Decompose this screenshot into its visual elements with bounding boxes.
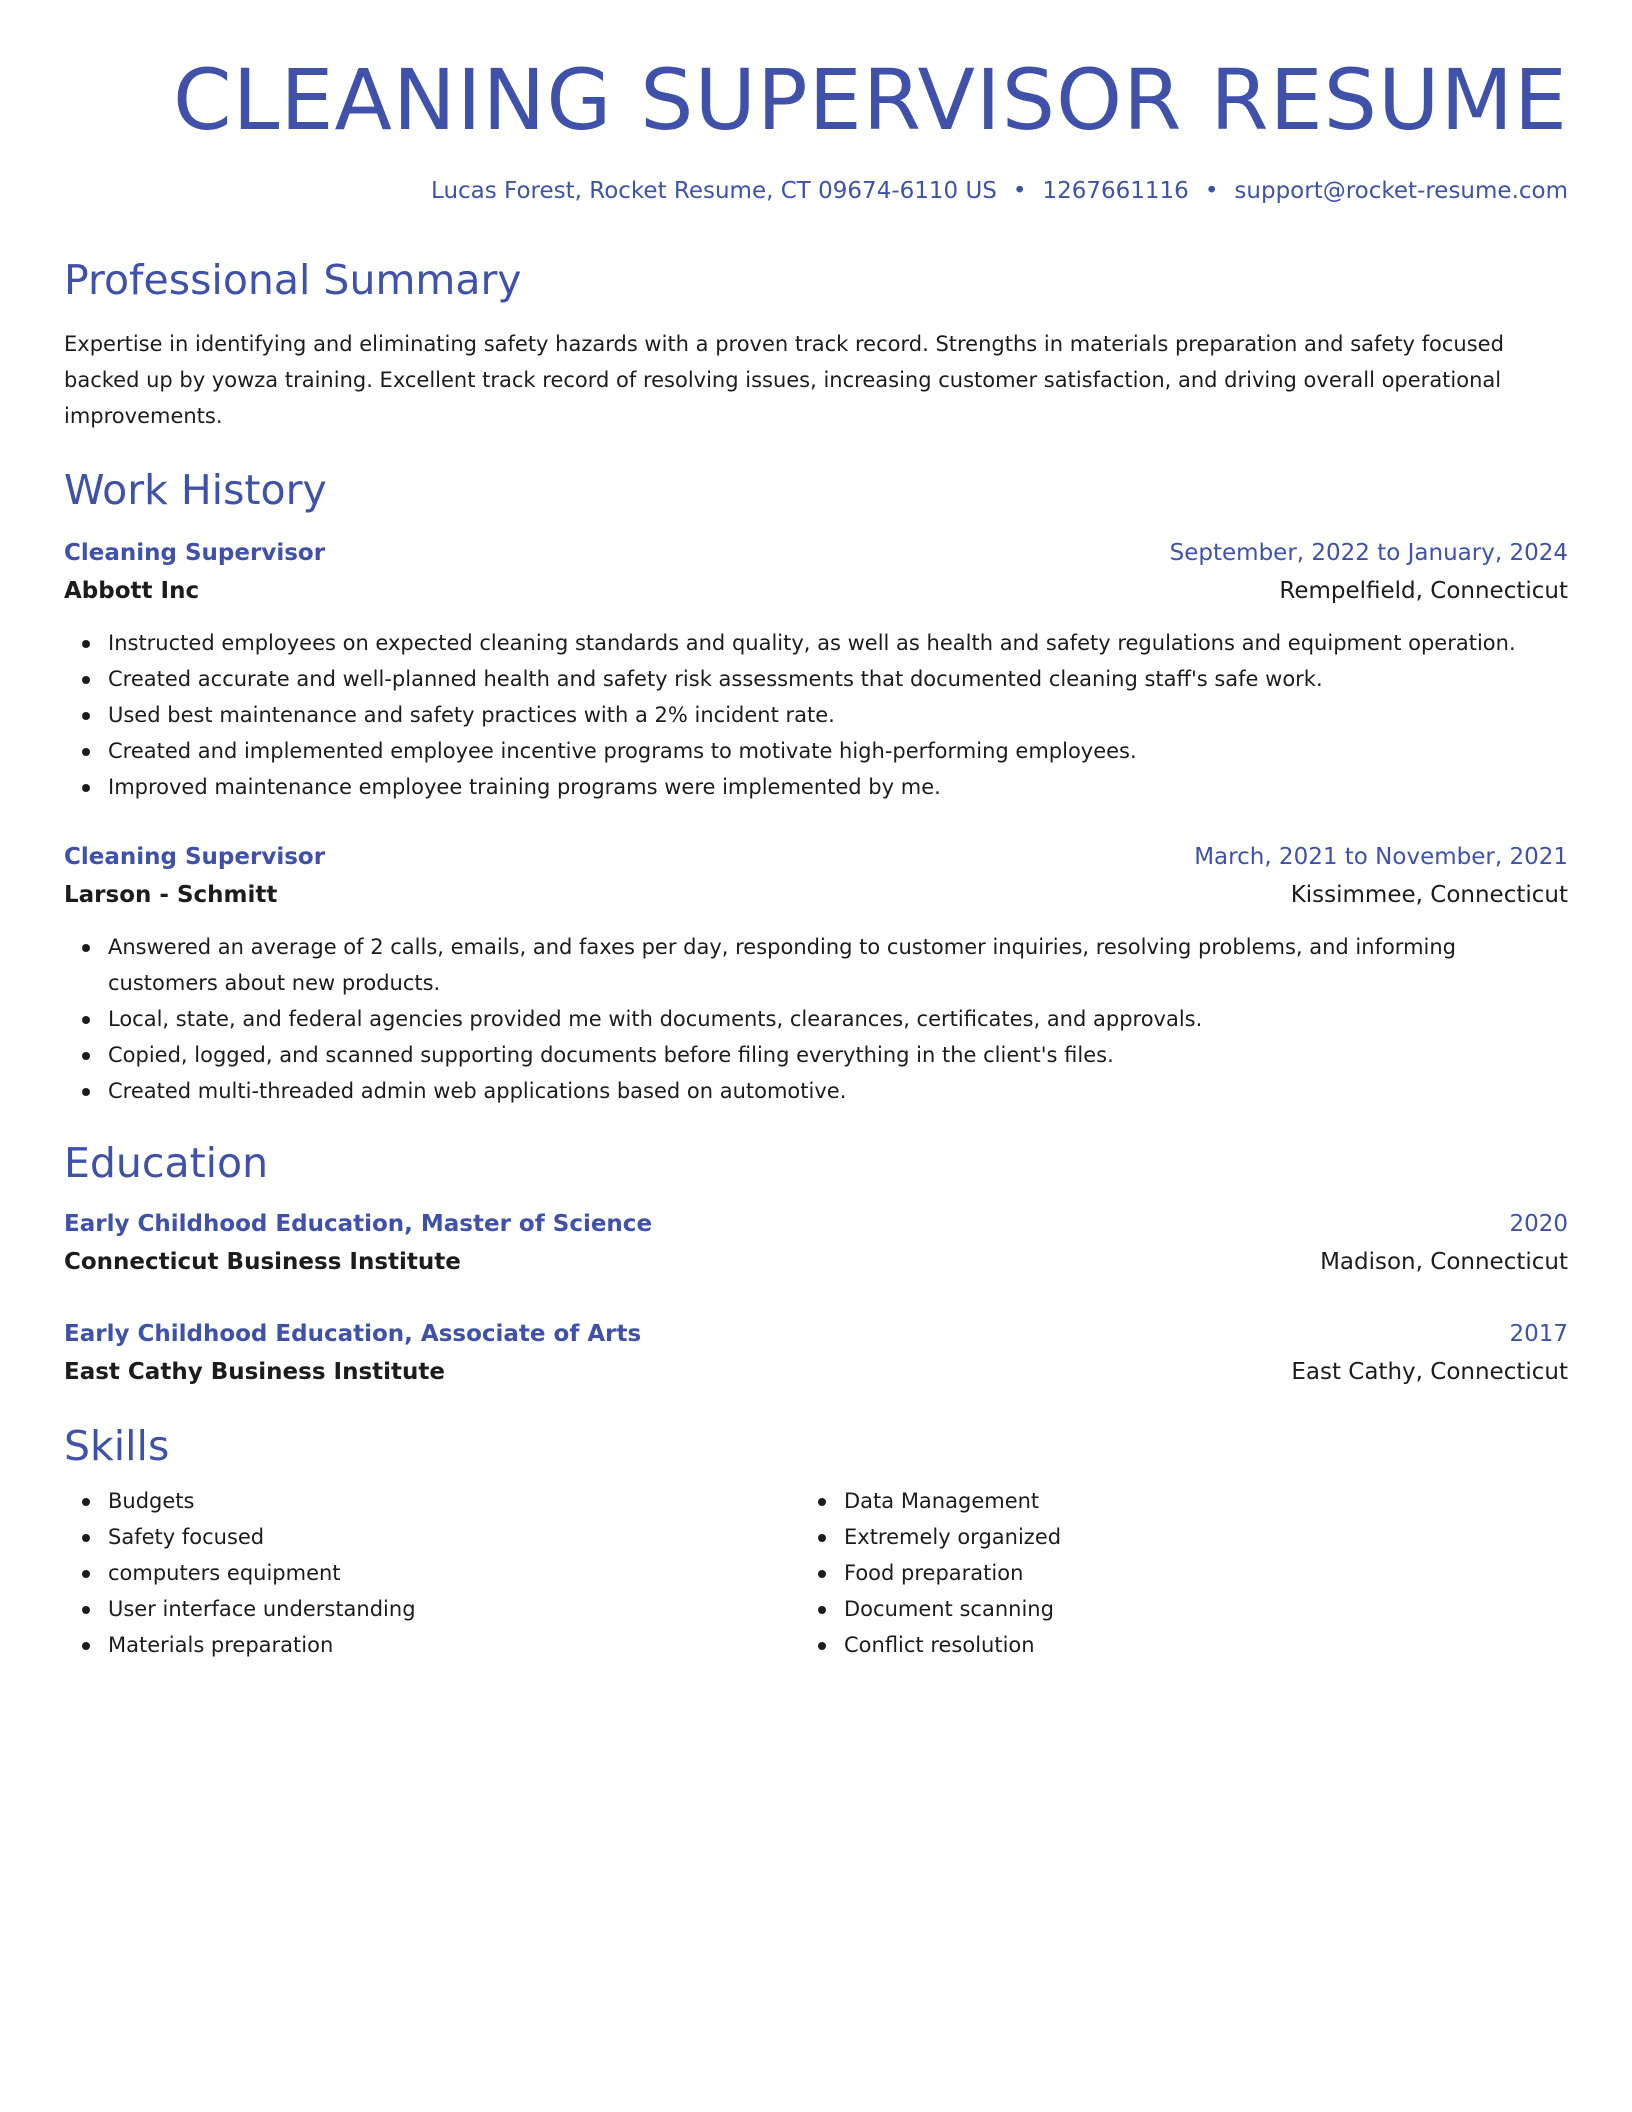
job-bullet: Created multi-threaded admin web applications based on automotive.	[108, 1073, 1568, 1109]
skill-item: User interface understanding	[108, 1591, 800, 1627]
skill-item: Conflict resolution	[844, 1627, 1536, 1663]
education-entry	[64, 1316, 1568, 1392]
job-company: Abbott Inc	[64, 577, 200, 604]
summary-text: Expertise in identifying and eliminating safety hazards with a proven track record. Strengths in materials preparation and safety focused backed up by yowza training. Excellent track record of resolving issues, increasing customer satisfaction, and driving overall operational improvements.	[64, 331, 1504, 428]
contact-email[interactable]: support@rocket-resume.com	[1234, 177, 1568, 204]
job-bullet: Copied, logged, and scanned supporting documents before filing everything in the client's files.	[108, 1037, 1568, 1073]
skills-grid	[64, 1483, 1568, 1663]
job-location: Kissimmee, Connecticut	[1290, 881, 1568, 908]
education-heading: Education	[64, 1138, 269, 1187]
education-section	[64, 1139, 1568, 1392]
skill-item: Data Management	[844, 1483, 1536, 1519]
contact-phone: 1267661116	[1042, 177, 1189, 204]
skill-item: Food preparation	[844, 1555, 1536, 1591]
skills-section	[64, 1422, 1568, 1663]
job-bullets	[64, 625, 1568, 805]
job-bullet: Local, state, and federal agencies provided me with documents, clearances, certificates, and approvals.	[108, 1001, 1568, 1037]
skill-item: Extremely organized	[844, 1519, 1536, 1555]
education-location: East Cathy, Connecticut	[1291, 1359, 1568, 1386]
job-dates: September, 2022 to January, 2024	[1169, 539, 1568, 566]
job-bullet: Created and implemented employee incentive programs to motivate high-performing employees.	[108, 733, 1568, 769]
contact-line	[64, 177, 1568, 207]
skill-item: Safety focused	[108, 1519, 800, 1555]
skill-item: Document scanning	[844, 1591, 1536, 1627]
contact-address: Lucas Forest, Rocket Resume, CT 09674-6110 US	[431, 177, 997, 204]
work-history-heading: Work History	[64, 465, 327, 514]
education-degree: Early Childhood Education, Associate of Arts	[64, 1321, 642, 1348]
job-entry	[64, 535, 1568, 805]
education-year: 2017	[1509, 1321, 1568, 1348]
work-history-section	[64, 466, 1568, 1109]
contact-separator: •	[1012, 177, 1027, 204]
skills-heading: Skills	[64, 1422, 170, 1471]
education-year: 2020	[1509, 1211, 1568, 1238]
education-degree: Early Childhood Education, Master of Science	[64, 1211, 653, 1238]
job-bullet: Created accurate and well-planned health and safety risk assessments that documented cleaning staff's safe work.	[108, 661, 1568, 697]
skill-item: Materials preparation	[108, 1627, 800, 1663]
contact-separator: •	[1204, 177, 1219, 204]
job-dates: March, 2021 to November, 2021	[1194, 843, 1568, 870]
job-bullet: Instructed employees on expected cleaning standards and quality, as well as health and safety regulations and equipment operation.	[108, 625, 1568, 661]
job-title: Cleaning Supervisor	[64, 539, 326, 566]
skills-list-left	[64, 1483, 800, 1663]
education-entry	[64, 1206, 1568, 1282]
education-location: Madison, Connecticut	[1320, 1249, 1568, 1276]
job-bullets	[64, 929, 1568, 1109]
job-bullet: Improved maintenance employee training programs were implemented by me.	[108, 769, 1568, 805]
job-company: Larson - Schmitt	[64, 881, 278, 908]
summary-heading: Professional Summary	[64, 256, 522, 305]
job-title: Cleaning Supervisor	[64, 843, 326, 870]
resume-title: CLEANING SUPERVISOR RESUME	[172, 51, 1568, 149]
job-entry	[64, 839, 1568, 1109]
skill-item: Budgets	[108, 1483, 800, 1519]
skill-item: computers equipment	[108, 1555, 800, 1591]
job-bullet: Answered an average of 2 calls, emails, and faxes per day, responding to customer inquiries, resolving problems, and informing customers about new products.	[108, 929, 1568, 1001]
education-school: Connecticut Business Institute	[64, 1249, 461, 1276]
job-bullet: Used best maintenance and safety practices with a 2% incident rate.	[108, 697, 1568, 733]
education-school: East Cathy Business Institute	[64, 1359, 445, 1386]
job-location: Rempelfield, Connecticut	[1279, 577, 1568, 604]
skills-list-right	[800, 1483, 1536, 1663]
summary-section	[64, 256, 1568, 433]
